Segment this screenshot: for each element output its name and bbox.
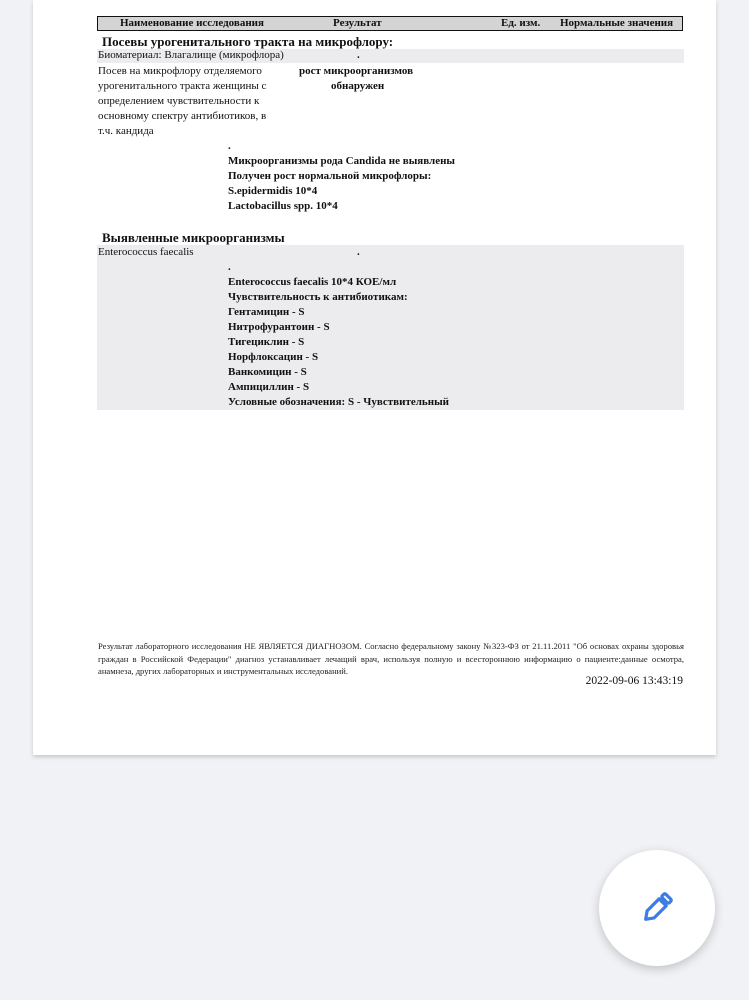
organism-block: [97, 245, 684, 410]
culture-detail-line: S.epidermidis 10*4: [228, 185, 318, 197]
header-norm: Нормальные значения: [560, 17, 674, 29]
pencil-icon: [637, 888, 677, 928]
organism-result: .: [357, 246, 360, 258]
biomaterial-result: .: [357, 49, 360, 61]
report-timestamp: 2022-09-06 13:43:19: [585, 675, 683, 687]
culture-detail-line: Получен рост нормальной микрофлоры:: [228, 170, 432, 182]
test-name-line: урогенитального тракта женщины с: [98, 80, 267, 92]
antibiotic-line: Тигециклин - S: [228, 336, 305, 348]
culture-detail-line: .: [228, 140, 231, 152]
test-result-line: рост микроорганизмов: [299, 65, 414, 77]
organism-detail-line: Чувствительность к антибиотикам:: [228, 291, 408, 303]
section-title-cultures: Посевы урогенитального тракта на микрофлору:: [102, 34, 394, 49]
culture-detail-line: Lactobacillus spp. 10*4: [228, 200, 338, 212]
test-name-line: основному спектру антибиотиков, в: [98, 110, 267, 122]
edit-fab-button[interactable]: [599, 850, 715, 966]
antibiotic-line: Гентамицин - S: [228, 306, 305, 318]
test-name-line: определением чувствительности к: [98, 95, 260, 107]
antibiotic-line: Ванкомицин - S: [228, 366, 307, 378]
header-result: Результат: [333, 17, 382, 29]
antibiotic-line: Норфлоксацин - S: [228, 351, 319, 363]
test-name-line: т.ч. кандида: [98, 125, 154, 137]
legend-line: Условные обозначения: S - Чувствительный: [228, 396, 449, 408]
biomaterial-label: Биоматериал: Влагалище (микрофлора): [98, 49, 284, 61]
organism-name: Enterococcus faecalis: [98, 246, 194, 258]
test-result-line: обнаружен: [331, 80, 385, 92]
test-name-line: Посев на микрофлору отделяемого: [98, 65, 262, 77]
results-table-header: [97, 16, 683, 31]
organism-detail-line: .: [228, 261, 231, 273]
antibiotic-line: Нитрофурантоин - S: [228, 321, 330, 333]
disclaimer-text: Результат лабораторного исследования НЕ ЯВЛЯЕТСЯ ДИАГНОЗОМ. Согласно федеральному закону №323-ФЗ от 21.11.2011 "Об основах охраны здоровья граждан в Российской Федерации" диагноз устанавливает лечащий врач, используя полную и всестороннюю информацию о пациенте:данные осмотра, анамнеза, других лабораторных и инструментальных исследований.: [98, 641, 684, 676]
header-unit: Ед. изм.: [501, 17, 541, 29]
section-title-microorganisms: Выявленные микроорганизмы: [102, 230, 285, 245]
antibiotic-line: Ампициллин - S: [228, 381, 310, 393]
culture-detail-line: Микроорганизмы рода Candida не выявлены: [228, 155, 456, 167]
organism-detail-line: Enterococcus faecalis 10*4 КОЕ/мл: [228, 276, 397, 288]
header-name: Наименование исследования: [120, 17, 264, 29]
